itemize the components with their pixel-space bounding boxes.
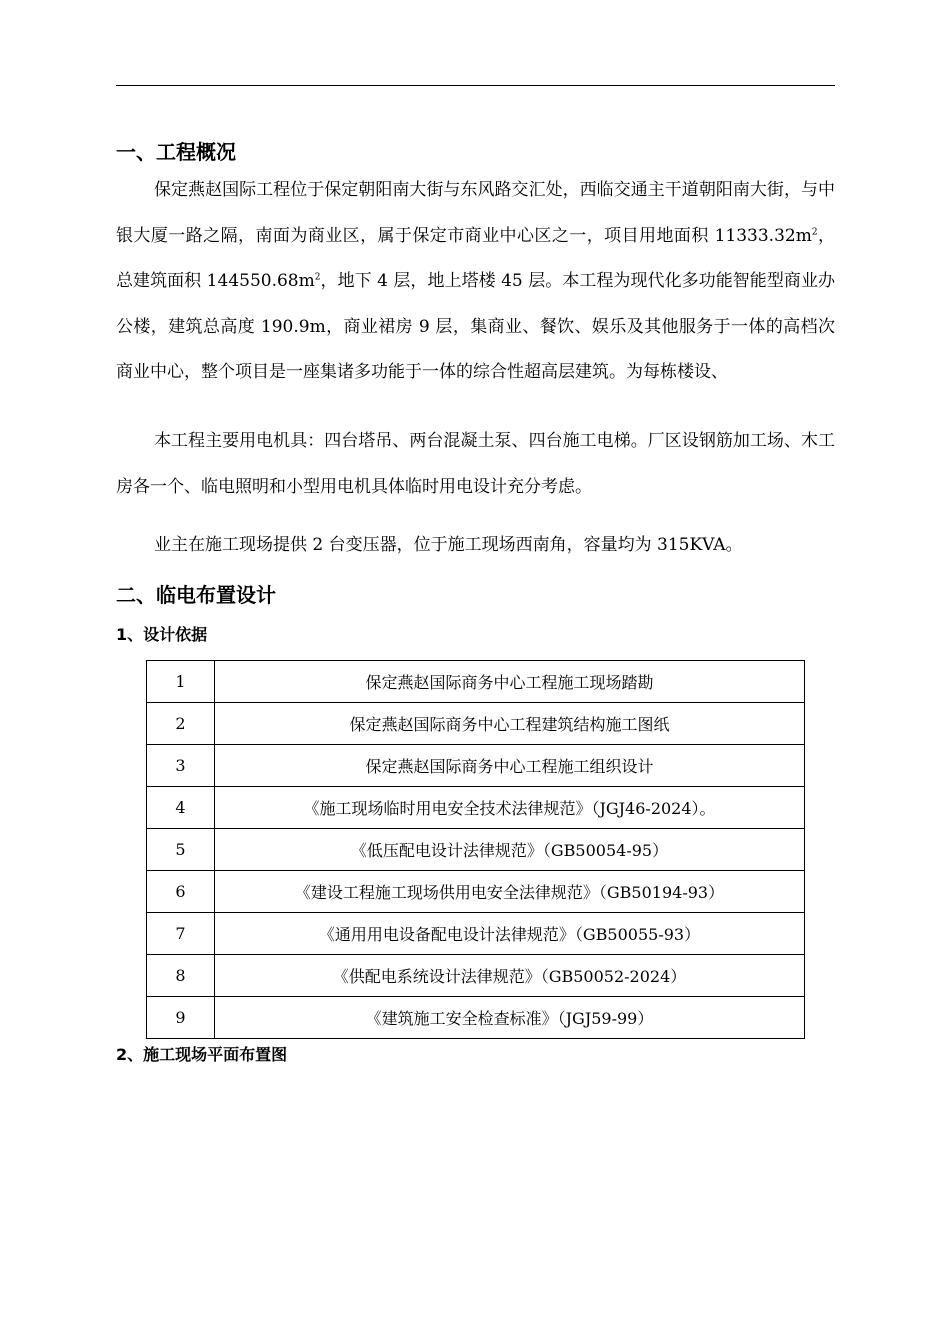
overview-text-part2: ，总建筑面积 144550.68m [116,225,836,292]
row-number: 4 [147,787,215,829]
table-row [147,871,805,913]
superscript-2: 2 [314,272,321,283]
overview-text-part1: 保定燕赵国际工程位于保定朝阳南大街与东风路交汇处，西临交通主干道朝阳南大街，与中银大厦一路之隔，南面为商业区，属于保定市商业中心区之一，项目用地面积 11333.32m [116,180,835,246]
row-number: 6 [147,871,215,913]
table-row [147,661,805,703]
table-row [147,745,805,787]
table-row [147,829,805,871]
row-text: 《通用用电设备配电设计法律规范》（GB50055-93） [215,913,805,955]
row-text: 《建设工程施工现场供用电安全法律规范》（GB50194-93） [215,871,805,913]
row-text: 《供配电系统设计法律规范》（GB50052-2024） [215,955,805,997]
design-basis-table [146,660,805,1039]
header-rule [116,85,835,86]
row-number: 2 [147,703,215,745]
row-text: 保定燕赵国际商务中心工程建筑结构施工图纸 [215,703,805,745]
table-row [147,703,805,745]
row-text: 《低压配电设计法律规范》（GB50054-95） [215,829,805,871]
transformer-paragraph: 业主在施工现场提供 2 台变压器，位于施工现场西南角，容量均为 315KVA。 [154,535,743,555]
site-layout-heading: 2、施工现场平面布置图 [116,1045,288,1064]
section1-heading: 一、工程概况 [116,140,236,164]
section2-heading: 二、临电布置设计 [116,583,276,607]
table-row [147,787,805,829]
row-number: 8 [147,955,215,997]
row-text: 《施工现场临时用电安全技术法律规范》（JGJ46-2024）。 [215,787,805,829]
row-text: 保定燕赵国际商务中心工程施工现场踏勘 [215,661,805,703]
row-text: 《建筑施工安全检查标准》（JGJ59-99） [215,997,805,1039]
row-number: 5 [147,829,215,871]
table-row [147,955,805,997]
row-number: 3 [147,745,215,787]
superscript-2: 2 [811,226,818,237]
design-basis-heading: 1、设计依据 [116,625,208,644]
overview-text-part3: ，地下 4 层，地上塔楼 45 层。本工程为现代化多功能智能型商业办公楼，建筑总高度 190.9m，商业裙房 9 层，集商业、餐饮、娱乐及其他服务于一体的高档次商业中心，整个项目是一座集诸多功能于一体的综合性超高层建筑。为每栋楼设、 [116,271,835,383]
overview-paragraph [116,168,835,396]
equipment-paragraph: 本工程主要用电机具：四台塔吊、两台混凝土泵、四台施工电梯。厂区设钢筋加工场、木工房各一个、临电照明和小型用电机具体临时用电设计充分考虑。 [116,431,835,497]
row-number: 1 [147,661,215,703]
row-number: 7 [147,913,215,955]
row-text: 保定燕赵国际商务中心工程施工组织设计 [215,745,805,787]
row-number: 9 [147,997,215,1039]
table-row [147,913,805,955]
table-row [147,997,805,1039]
